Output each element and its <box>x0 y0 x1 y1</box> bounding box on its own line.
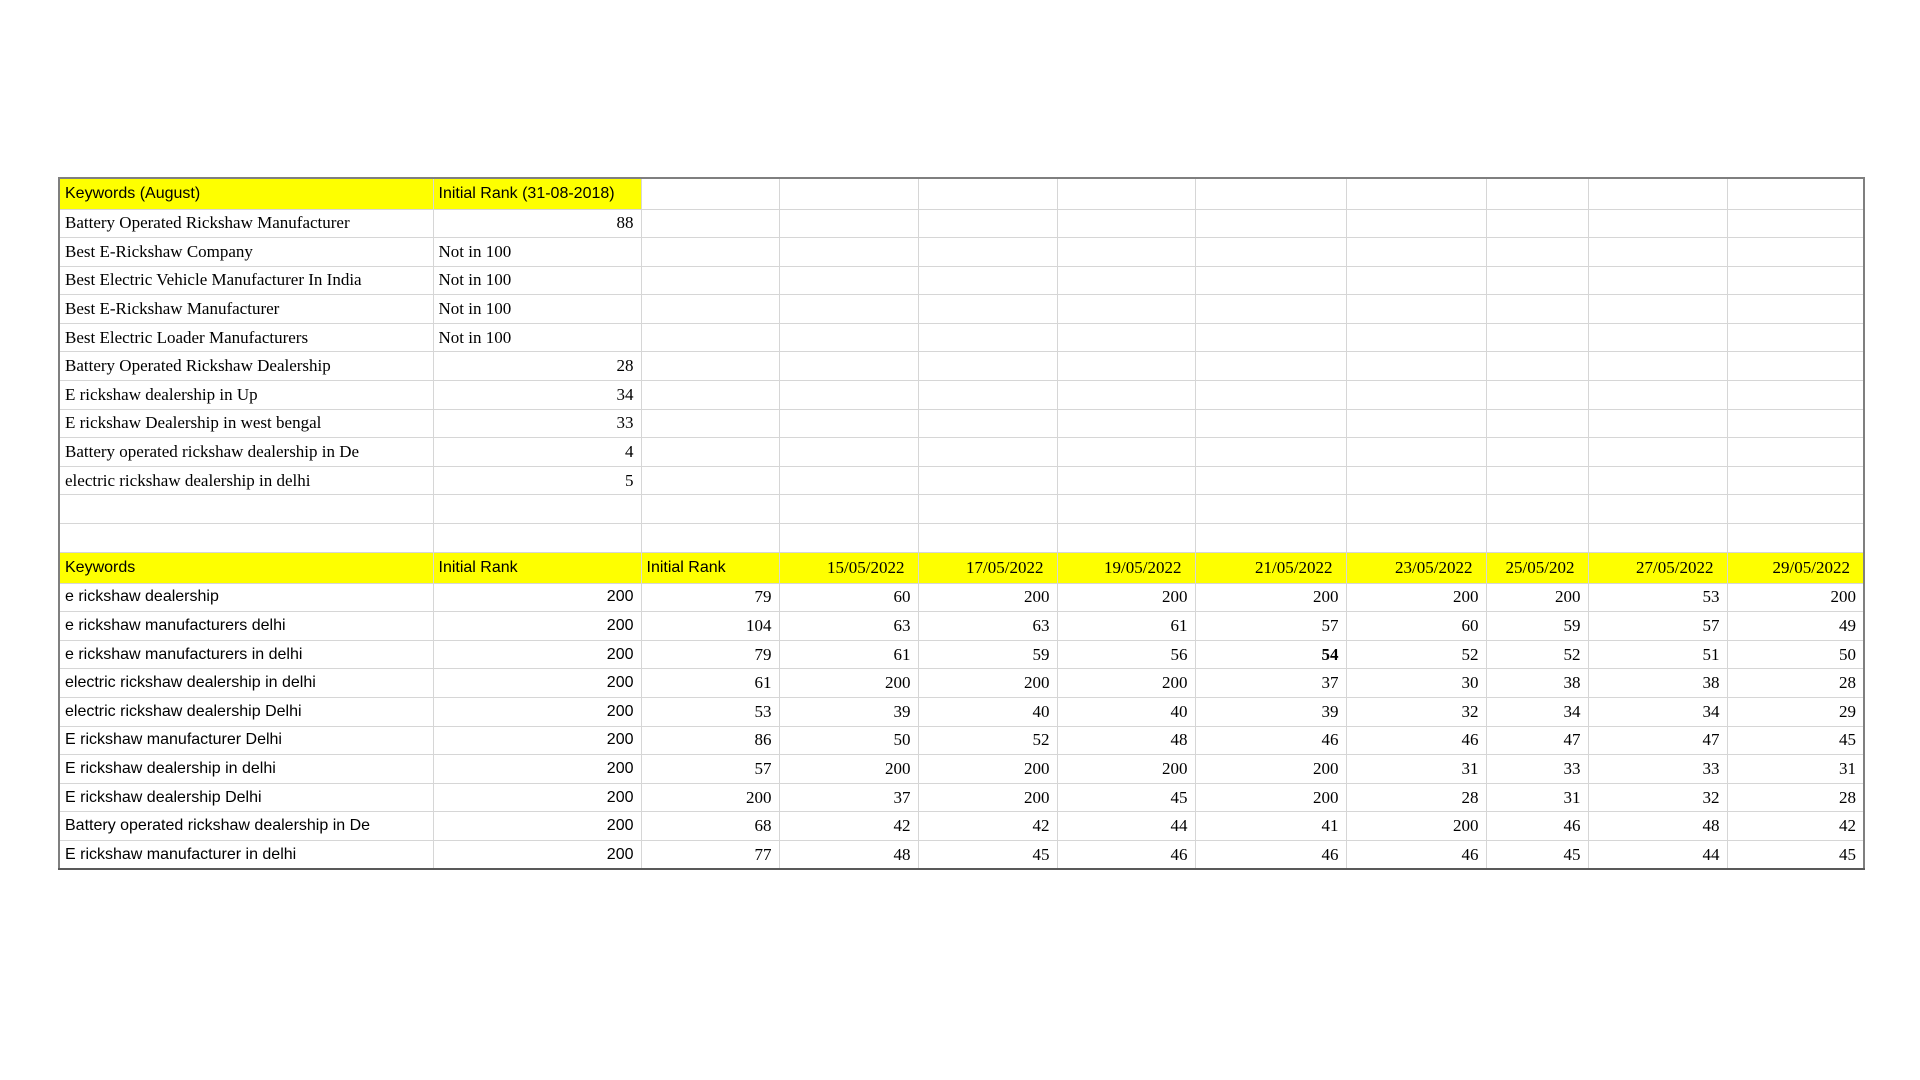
t2-value-cell[interactable]: 46 <box>1486 812 1588 841</box>
empty-cell[interactable] <box>1727 238 1864 267</box>
empty-cell[interactable] <box>918 295 1057 324</box>
t2-value-cell[interactable]: 44 <box>1057 812 1195 841</box>
empty-cell[interactable] <box>641 495 779 524</box>
empty-cell[interactable] <box>1727 495 1864 524</box>
t2-value-cell[interactable]: 200 <box>641 783 779 812</box>
t1-keyword-cell[interactable]: Best Electric Loader Manufacturers <box>59 323 433 352</box>
empty-cell[interactable] <box>1486 352 1588 381</box>
t2-value-cell[interactable]: 33 <box>1486 755 1588 784</box>
empty-cell[interactable] <box>1727 266 1864 295</box>
t2-value-cell[interactable]: 200 <box>433 755 641 784</box>
t2-value-cell[interactable]: 47 <box>1588 726 1727 755</box>
empty-cell[interactable] <box>1346 524 1486 553</box>
t2-value-cell[interactable]: 63 <box>918 612 1057 641</box>
t2-value-cell[interactable]: 104 <box>641 612 779 641</box>
t2-value-cell[interactable]: 48 <box>779 840 918 869</box>
t2-value-cell[interactable]: 59 <box>918 640 1057 669</box>
t1-keyword-cell[interactable]: Best Electric Vehicle Manufacturer In India <box>59 266 433 295</box>
t2-value-cell[interactable]: 200 <box>779 669 918 698</box>
empty-cell[interactable] <box>641 466 779 495</box>
empty-cell[interactable] <box>779 524 918 553</box>
table-row <box>59 409 1864 438</box>
empty-cell[interactable] <box>1486 323 1588 352</box>
empty-cell[interactable] <box>641 266 779 295</box>
t2-value-cell[interactable]: 200 <box>918 583 1057 612</box>
t1-keyword-cell[interactable]: electric rickshaw dealership in delhi <box>59 466 433 495</box>
t2-header-initial-rank-2[interactable]: Initial Rank <box>641 552 779 583</box>
empty-cell[interactable] <box>1588 209 1727 238</box>
empty-cell[interactable] <box>1346 409 1486 438</box>
empty-cell[interactable] <box>1346 238 1486 267</box>
t2-value-cell[interactable]: 61 <box>641 669 779 698</box>
t2-value-cell[interactable]: 200 <box>1057 583 1195 612</box>
t2-value-cell[interactable]: 79 <box>641 640 779 669</box>
empty-cell[interactable] <box>641 352 779 381</box>
t2-value-cell[interactable]: 200 <box>918 755 1057 784</box>
empty-cell[interactable] <box>918 438 1057 467</box>
t2-value-cell[interactable]: 29 <box>1727 698 1864 727</box>
empty-cell[interactable] <box>1588 438 1727 467</box>
empty-cell[interactable] <box>779 438 918 467</box>
t2-keyword-cell[interactable]: e rickshaw manufacturers in delhi <box>59 640 433 669</box>
empty-cell[interactable] <box>779 352 918 381</box>
table-row <box>59 726 1864 755</box>
empty-cell[interactable] <box>1195 266 1346 295</box>
empty-cell[interactable] <box>918 381 1057 410</box>
t2-value-cell[interactable]: 200 <box>433 640 641 669</box>
empty-cell[interactable] <box>779 266 918 295</box>
empty-cell[interactable] <box>1346 438 1486 467</box>
keyword-rank-grid <box>58 177 1865 870</box>
empty-cell[interactable] <box>1588 178 1727 209</box>
empty-cell[interactable] <box>1057 295 1195 324</box>
empty-cell[interactable] <box>1195 524 1346 553</box>
t2-value-cell[interactable]: 200 <box>433 840 641 869</box>
empty-cell[interactable] <box>1727 178 1864 209</box>
empty-cell[interactable] <box>1588 495 1727 524</box>
t2-value-cell[interactable]: 200 <box>1195 583 1346 612</box>
t1-header-initial-rank[interactable]: Initial Rank (31-08-2018) <box>433 178 641 209</box>
empty-cell[interactable] <box>1346 352 1486 381</box>
empty-cell[interactable] <box>779 495 918 524</box>
empty-cell[interactable] <box>641 409 779 438</box>
t1-rank-cell[interactable]: 34 <box>433 381 641 410</box>
t2-value-cell[interactable]: 49 <box>1727 612 1864 641</box>
empty-cell[interactable] <box>918 323 1057 352</box>
t2-value-cell[interactable]: 48 <box>1588 812 1727 841</box>
empty-cell[interactable] <box>1727 352 1864 381</box>
t2-value-cell[interactable]: 53 <box>1588 583 1727 612</box>
t2-header-date[interactable]: 21/05/2022 <box>1195 552 1346 583</box>
empty-cell[interactable] <box>1346 495 1486 524</box>
empty-cell[interactable] <box>1588 466 1727 495</box>
empty-cell[interactable] <box>1195 409 1346 438</box>
t2-value-cell[interactable]: 31 <box>1727 755 1864 784</box>
empty-cell[interactable] <box>1588 295 1727 324</box>
t2-keyword-cell[interactable]: E rickshaw manufacturer Delhi <box>59 726 433 755</box>
table-row <box>59 238 1864 267</box>
empty-cell[interactable] <box>641 438 779 467</box>
t2-value-cell[interactable]: 46 <box>1346 726 1486 755</box>
t2-value-cell[interactable]: 50 <box>779 726 918 755</box>
empty-cell[interactable] <box>918 266 1057 295</box>
t2-value-cell[interactable]: 30 <box>1346 669 1486 698</box>
t2-value-cell[interactable]: 68 <box>641 812 779 841</box>
empty-cell[interactable] <box>641 524 779 553</box>
empty-cell[interactable] <box>1588 238 1727 267</box>
t2-value-cell[interactable]: 37 <box>779 783 918 812</box>
empty-cell[interactable] <box>1346 295 1486 324</box>
empty-cell[interactable] <box>1195 352 1346 381</box>
empty-cell[interactable] <box>918 178 1057 209</box>
empty-cell[interactable] <box>1057 381 1195 410</box>
table-row <box>59 381 1864 410</box>
empty-cell[interactable] <box>1057 352 1195 381</box>
t2-keyword-cell[interactable]: E rickshaw manufacturer in delhi <box>59 840 433 869</box>
empty-cell[interactable] <box>641 295 779 324</box>
t2-value-cell[interactable]: 57 <box>1195 612 1346 641</box>
empty-cell[interactable] <box>1195 438 1346 467</box>
empty-cell[interactable] <box>1486 209 1588 238</box>
empty-cell[interactable] <box>1486 466 1588 495</box>
t2-value-cell[interactable]: 40 <box>918 698 1057 727</box>
t1-rank-cell[interactable]: 4 <box>433 438 641 467</box>
empty-cell[interactable] <box>1588 409 1727 438</box>
spreadsheet <box>58 177 1863 870</box>
empty-cell[interactable] <box>779 178 918 209</box>
t2-value-cell[interactable]: 45 <box>1486 840 1588 869</box>
empty-cell[interactable] <box>779 209 918 238</box>
t1-keyword-cell[interactable]: Battery Operated Rickshaw Dealership <box>59 352 433 381</box>
t2-value-cell[interactable]: 28 <box>1346 783 1486 812</box>
t2-keyword-cell[interactable]: electric rickshaw dealership in delhi <box>59 669 433 698</box>
t1-rank-cell[interactable]: 5 <box>433 466 641 495</box>
empty-cell[interactable] <box>1486 524 1588 553</box>
empty-cell[interactable] <box>1346 209 1486 238</box>
table-row <box>59 466 1864 495</box>
t2-value-cell[interactable]: 57 <box>1588 612 1727 641</box>
t2-value-cell[interactable]: 37 <box>1195 669 1346 698</box>
t2-value-cell[interactable]: 56 <box>1057 640 1195 669</box>
t2-value-cell[interactable]: 41 <box>1195 812 1346 841</box>
empty-cell[interactable] <box>918 209 1057 238</box>
empty-cell[interactable] <box>59 524 433 553</box>
empty-cell[interactable] <box>1057 466 1195 495</box>
table-row <box>59 524 1864 553</box>
t1-rank-cell[interactable]: 33 <box>433 409 641 438</box>
t2-value-cell[interactable]: 51 <box>1588 640 1727 669</box>
t2-value-cell[interactable]: 200 <box>1057 669 1195 698</box>
empty-cell[interactable] <box>779 409 918 438</box>
t2-value-cell[interactable]: 46 <box>1195 840 1346 869</box>
empty-cell[interactable] <box>1588 381 1727 410</box>
empty-cell[interactable] <box>641 323 779 352</box>
t2-value-cell[interactable]: 38 <box>1486 669 1588 698</box>
table-row <box>59 698 1864 727</box>
t2-value-cell[interactable]: 39 <box>779 698 918 727</box>
empty-cell[interactable] <box>1195 381 1346 410</box>
empty-cell[interactable] <box>1727 409 1864 438</box>
t2-value-cell[interactable]: 60 <box>1346 612 1486 641</box>
t2-value-cell[interactable]: 31 <box>1486 783 1588 812</box>
t1-keyword-cell[interactable]: E rickshaw dealership in Up <box>59 381 433 410</box>
empty-cell[interactable] <box>1727 209 1864 238</box>
t2-value-cell[interactable]: 79 <box>641 583 779 612</box>
t2-value-cell[interactable]: 32 <box>1346 698 1486 727</box>
t2-value-cell[interactable]: 48 <box>1057 726 1195 755</box>
table-row <box>59 323 1864 352</box>
table-row <box>59 840 1864 869</box>
table-row <box>59 755 1864 784</box>
t2-value-cell[interactable]: 46 <box>1346 840 1486 869</box>
t2-keyword-cell[interactable]: electric rickshaw dealership Delhi <box>59 698 433 727</box>
t2-value-cell[interactable]: 44 <box>1588 840 1727 869</box>
t2-header-date[interactable]: 19/05/2022 <box>1057 552 1195 583</box>
t1-header-keywords[interactable]: Keywords (August) <box>59 178 433 209</box>
empty-cell[interactable] <box>1057 178 1195 209</box>
t2-value-cell[interactable]: 200 <box>1346 812 1486 841</box>
t1-rank-cell[interactable]: 28 <box>433 352 641 381</box>
t1-rank-cell[interactable]: Not in 100 <box>433 266 641 295</box>
table-row <box>59 438 1864 467</box>
empty-cell[interactable] <box>779 295 918 324</box>
t2-value-cell[interactable]: 45 <box>918 840 1057 869</box>
table-row <box>59 209 1864 238</box>
empty-cell[interactable] <box>1486 409 1588 438</box>
t2-value-cell[interactable]: 61 <box>779 640 918 669</box>
table-row <box>59 295 1864 324</box>
empty-cell[interactable] <box>1727 466 1864 495</box>
t2-value-cell[interactable]: 77 <box>641 840 779 869</box>
table-row <box>59 783 1864 812</box>
t1-keyword-cell[interactable]: Best E-Rickshaw Manufacturer <box>59 295 433 324</box>
t2-value-cell[interactable]: 46 <box>1195 726 1346 755</box>
t2-value-cell[interactable]: 31 <box>1346 755 1486 784</box>
table-row <box>59 266 1864 295</box>
t2-value-cell[interactable]: 54 <box>1195 640 1346 669</box>
empty-cell[interactable] <box>1727 524 1864 553</box>
t2-value-cell[interactable]: 52 <box>918 726 1057 755</box>
t2-value-cell[interactable]: 32 <box>1588 783 1727 812</box>
t2-value-cell[interactable]: 34 <box>1486 698 1588 727</box>
t2-value-cell[interactable]: 200 <box>433 783 641 812</box>
t2-value-cell[interactable]: 42 <box>1727 812 1864 841</box>
t2-header-date[interactable]: 17/05/2022 <box>918 552 1057 583</box>
empty-cell[interactable] <box>1346 466 1486 495</box>
table-row <box>59 812 1864 841</box>
t2-value-cell[interactable]: 42 <box>779 812 918 841</box>
t2-value-cell[interactable]: 47 <box>1486 726 1588 755</box>
t2-value-cell[interactable]: 45 <box>1727 840 1864 869</box>
empty-cell[interactable] <box>1486 178 1588 209</box>
empty-cell[interactable] <box>1727 438 1864 467</box>
t2-value-cell[interactable]: 200 <box>1195 755 1346 784</box>
empty-cell[interactable] <box>918 524 1057 553</box>
empty-cell[interactable] <box>1195 295 1346 324</box>
empty-cell[interactable] <box>1346 178 1486 209</box>
t2-value-cell[interactable]: 50 <box>1727 640 1864 669</box>
empty-cell[interactable] <box>1588 266 1727 295</box>
t2-value-cell[interactable]: 46 <box>1057 840 1195 869</box>
t2-header-date[interactable]: 25/05/202 <box>1486 552 1588 583</box>
t2-value-cell[interactable]: 52 <box>1486 640 1588 669</box>
t1-keyword-cell[interactable]: E rickshaw Dealership in west bengal <box>59 409 433 438</box>
t2-value-cell[interactable]: 28 <box>1727 669 1864 698</box>
t2-value-cell[interactable]: 200 <box>1346 583 1486 612</box>
t2-value-cell[interactable]: 38 <box>1588 669 1727 698</box>
empty-cell[interactable] <box>1057 409 1195 438</box>
empty-cell[interactable] <box>1195 238 1346 267</box>
t2-value-cell[interactable]: 200 <box>433 583 641 612</box>
empty-cell[interactable] <box>1486 438 1588 467</box>
empty-cell[interactable] <box>1727 323 1864 352</box>
t1-keyword-cell[interactable]: Battery operated rickshaw dealership in De <box>59 438 433 467</box>
empty-cell[interactable] <box>779 381 918 410</box>
t2-header-date[interactable]: 23/05/2022 <box>1346 552 1486 583</box>
empty-cell[interactable] <box>59 495 433 524</box>
t1-rank-cell[interactable]: Not in 100 <box>433 295 641 324</box>
empty-cell[interactable] <box>1057 238 1195 267</box>
empty-cell[interactable] <box>1195 323 1346 352</box>
t2-value-cell[interactable]: 200 <box>1727 583 1864 612</box>
t2-value-cell[interactable]: 28 <box>1727 783 1864 812</box>
table-row <box>59 495 1864 524</box>
t2-value-cell[interactable]: 200 <box>433 726 641 755</box>
empty-cell[interactable] <box>918 238 1057 267</box>
t2-value-cell[interactable]: 33 <box>1588 755 1727 784</box>
t1-rank-cell[interactable]: Not in 100 <box>433 238 641 267</box>
t2-header-date[interactable]: 27/05/2022 <box>1588 552 1727 583</box>
empty-cell[interactable] <box>1486 295 1588 324</box>
t2-value-cell[interactable]: 200 <box>433 812 641 841</box>
t2-value-cell[interactable]: 200 <box>1486 583 1588 612</box>
t2-value-cell[interactable]: 200 <box>433 698 641 727</box>
t2-value-cell[interactable]: 40 <box>1057 698 1195 727</box>
t1-rank-cell[interactable]: Not in 100 <box>433 323 641 352</box>
t2-value-cell[interactable]: 200 <box>1195 783 1346 812</box>
empty-cell[interactable] <box>1346 381 1486 410</box>
empty-cell[interactable] <box>1588 524 1727 553</box>
t2-keyword-cell[interactable]: Battery operated rickshaw dealership in De <box>59 812 433 841</box>
empty-cell[interactable] <box>1486 381 1588 410</box>
table-row <box>59 352 1864 381</box>
empty-cell[interactable] <box>1346 266 1486 295</box>
empty-cell[interactable] <box>1057 266 1195 295</box>
empty-cell[interactable] <box>1057 323 1195 352</box>
t2-value-cell[interactable]: 63 <box>779 612 918 641</box>
t2-value-cell[interactable]: 200 <box>433 669 641 698</box>
empty-cell[interactable] <box>433 524 641 553</box>
t2-header-date[interactable]: 29/05/2022 <box>1727 552 1864 583</box>
empty-cell[interactable] <box>1588 323 1727 352</box>
t2-value-cell[interactable]: 200 <box>433 612 641 641</box>
t2-keyword-cell[interactable]: E rickshaw dealership Delhi <box>59 783 433 812</box>
empty-cell[interactable] <box>641 381 779 410</box>
empty-cell[interactable] <box>641 209 779 238</box>
t2-keyword-cell[interactable]: E rickshaw dealership in delhi <box>59 755 433 784</box>
t1-keyword-cell[interactable]: Best E-Rickshaw Company <box>59 238 433 267</box>
t2-value-cell[interactable]: 39 <box>1195 698 1346 727</box>
empty-cell[interactable] <box>918 495 1057 524</box>
table-row <box>59 552 1864 583</box>
t2-header-date[interactable]: 15/05/2022 <box>779 552 918 583</box>
table-row <box>59 669 1864 698</box>
empty-cell[interactable] <box>1195 466 1346 495</box>
t1-rank-cell[interactable]: 88 <box>433 209 641 238</box>
empty-cell[interactable] <box>641 178 779 209</box>
empty-cell[interactable] <box>1057 524 1195 553</box>
empty-cell[interactable] <box>918 352 1057 381</box>
table-row <box>59 612 1864 641</box>
t2-keyword-cell[interactable]: e rickshaw dealership <box>59 583 433 612</box>
empty-cell[interactable] <box>1486 266 1588 295</box>
t2-value-cell[interactable]: 200 <box>918 669 1057 698</box>
t2-value-cell[interactable]: 200 <box>779 755 918 784</box>
t2-value-cell[interactable]: 34 <box>1588 698 1727 727</box>
empty-cell[interactable] <box>779 466 918 495</box>
empty-cell[interactable] <box>1195 495 1346 524</box>
t2-header-keywords[interactable]: Keywords <box>59 552 433 583</box>
table-row <box>59 640 1864 669</box>
empty-cell[interactable] <box>779 323 918 352</box>
empty-cell[interactable] <box>641 238 779 267</box>
table-row <box>59 583 1864 612</box>
empty-cell[interactable] <box>1727 295 1864 324</box>
empty-cell[interactable] <box>918 466 1057 495</box>
t2-value-cell[interactable]: 59 <box>1486 612 1588 641</box>
t2-value-cell[interactable]: 45 <box>1727 726 1864 755</box>
empty-cell[interactable] <box>433 495 641 524</box>
t2-value-cell[interactable]: 200 <box>1057 755 1195 784</box>
t2-value-cell[interactable]: 45 <box>1057 783 1195 812</box>
t2-value-cell[interactable]: 200 <box>918 783 1057 812</box>
empty-cell[interactable] <box>1486 238 1588 267</box>
t1-keyword-cell[interactable]: Battery Operated Rickshaw Manufacturer <box>59 209 433 238</box>
t2-keyword-cell[interactable]: e rickshaw manufacturers delhi <box>59 612 433 641</box>
t2-value-cell[interactable]: 57 <box>641 755 779 784</box>
t2-value-cell[interactable]: 42 <box>918 812 1057 841</box>
empty-cell[interactable] <box>918 409 1057 438</box>
empty-cell[interactable] <box>1195 209 1346 238</box>
t2-value-cell[interactable]: 53 <box>641 698 779 727</box>
empty-cell[interactable] <box>1486 495 1588 524</box>
empty-cell[interactable] <box>1057 438 1195 467</box>
t2-value-cell[interactable]: 52 <box>1346 640 1486 669</box>
t2-value-cell[interactable]: 61 <box>1057 612 1195 641</box>
empty-cell[interactable] <box>1195 178 1346 209</box>
table-row <box>59 178 1864 209</box>
empty-cell[interactable] <box>1057 495 1195 524</box>
empty-cell[interactable] <box>779 238 918 267</box>
empty-cell[interactable] <box>1588 352 1727 381</box>
t2-value-cell[interactable]: 60 <box>779 583 918 612</box>
empty-cell[interactable] <box>1727 381 1864 410</box>
empty-cell[interactable] <box>1346 323 1486 352</box>
t2-header-initial-rank-1[interactable]: Initial Rank <box>433 552 641 583</box>
empty-cell[interactable] <box>1057 209 1195 238</box>
t2-value-cell[interactable]: 86 <box>641 726 779 755</box>
